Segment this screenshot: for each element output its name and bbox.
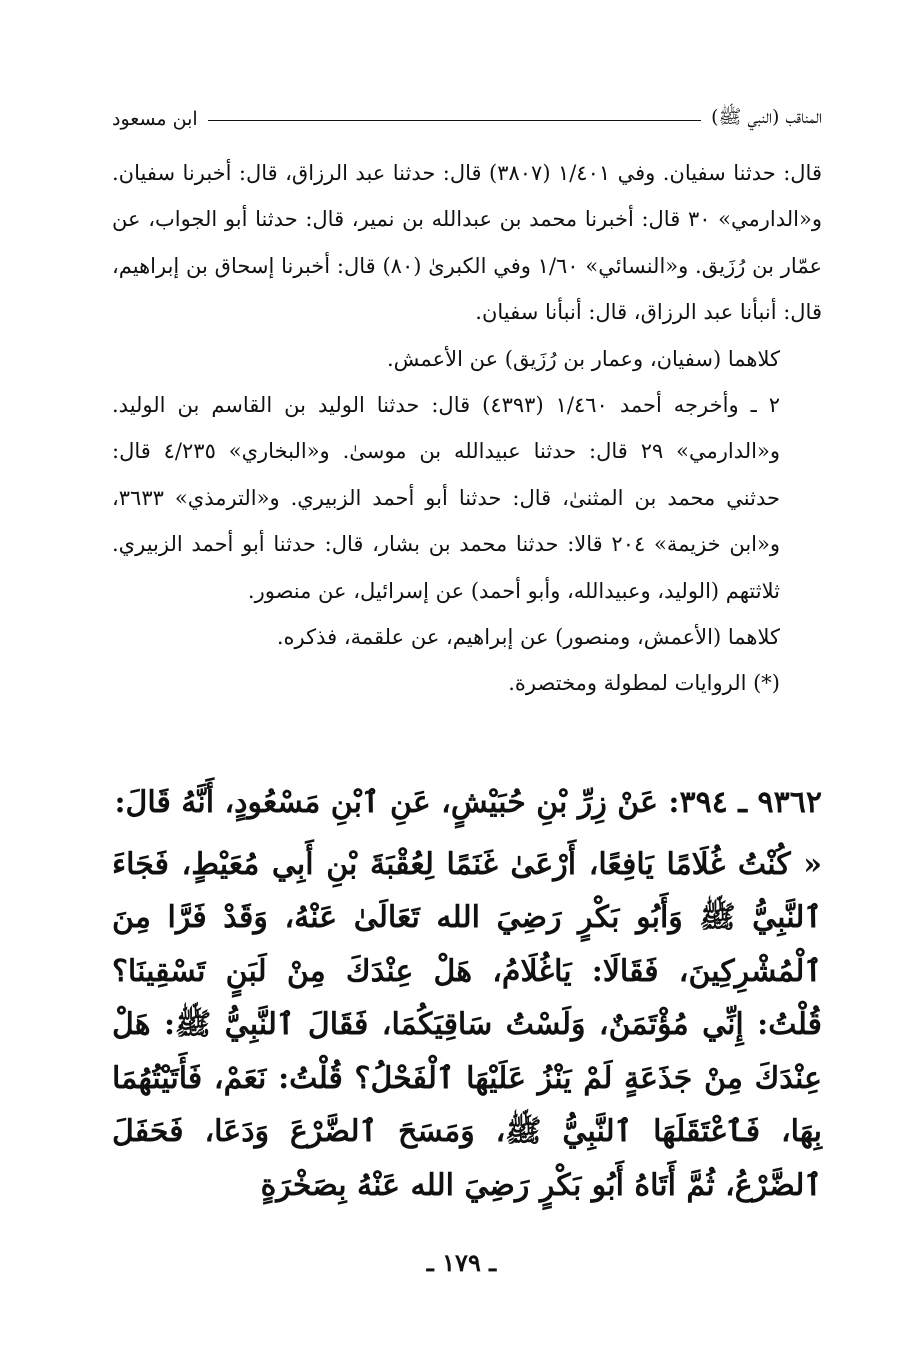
hadith-body: « كُنْتُ غُلَامًا يَافِعًا، أَرْعَىٰ غَنَمًا لِعُقْبَةَ بْنِ أَبِي مُعَيْطٍ، فَجَاءَ ٱلنَّبِيُّ ﷺ وَأَبُو بَكْرٍ رَضِيَ الله تَعَالَىٰ عَنْهُ، وَقَدْ فَرَّا مِنَ ٱلْمُشْرِكِينَ، فَقَالَا: يَاغُلَامُ، هَلْ عِنْدَكَ مِنْ لَبَنٍ تَسْقِينَا؟ قُلْتُ: إِنِّي مُؤْتَمَنٌ، وَلَسْتُ سَاقِيَكُمَا، فَقَالَ ٱلنَّبِيُّ ﷺ: هَلْ عِنْدَكَ مِنْ جَذَعَةٍ لَمْ يَنْزُ عَلَيْهَا ٱلْفَحْلُ؟ قُلْتُ: نَعَمْ، فَأَتَيْتُهُمَا بِهَا، فَٱعْتَقَلَهَا ٱلنَّبِيُّ ﷺ، وَمَسَحَ ٱلضَّرْعَ وَدَعَا، فَحَفَلَ ٱلضَّرْعُ، ثُمَّ أَتَاهُ أَبُو بَكْرٍ رَضِيَ الله عَنْهُ بِصَخْرَةٍ [112, 846, 822, 1203]
footnotes-block [112, 150, 822, 707]
footnote-paragraph: قال: حدثنا سفيان. وفي ١/٤٠١ (٣٨٠٧) قال: حدثنا عبد الرزاق، قال: أخبرنا سفيان. و«الدارمي» ٣٠ قال: أخبرنا محمد بن عبدالله بن نمير، قال: حدثنا أبو الجواب، عن عمّار بن رُزَيق. و«النسائي» ١/٦٠ وفي الكبرىٰ (٨٠) قال: أخبرنا إسحاق بن إبراهيم، قال: أنبأنا عبد الرزاق، قال: أنبأنا سفيان. [112, 161, 822, 325]
hadith-heading: ٩٣٦٢ ـ ٣٩٤: عَنْ زِرِّ بْنِ حُبَيْشٍ، عَنِ ٱبْنِ مَسْعُودٍ، أَنَّهُ قَالَ: [114, 785, 822, 820]
footnote-asterisk-note: (*) الروايات لمطولة ومختصرة. [508, 671, 780, 696]
hadith-text [112, 776, 822, 1212]
footnote-paragraph: كلاهما (الأعمش، ومنصور) عن إبراهيم، عن علقمة، فذكره. [276, 625, 780, 650]
running-header [112, 102, 822, 136]
footnote-paragraph: ٢ ـ وأخرجه أحمد ١/٤٦٠ (٤٣٩٣) قال: حدثنا الوليد بن القاسم بن الوليد. و«الدارمي» ٢٩ قال: حدثنا عبيدالله بن موسىٰ. و«البخاري» ٤/٢٣٥ قال: حدثني محمد بن المثنىٰ، قال: حدثنا أبو أحمد الزبيري. و«الترمذي» ٣٦٣٣، و«ابن خزيمة» ٢٠٤ قالا: حدثنا محمد بن بشار، قال: حدثنا أبو أحمد الزبيري. ثلاثتهم (الوليد، وعبيدالله، وأبو أحمد) عن إسرائيل، عن منصور. [112, 393, 780, 603]
header-chapter-title: المناقب (النبي ﷺ) [711, 106, 822, 128]
page-number: ـ ١٧٩ ـ [426, 1248, 497, 1277]
header-rule [208, 120, 701, 121]
header-section-title: ابن مسعود [112, 108, 198, 130]
footnote-paragraph: كلاهما (سفيان، وعمار بن رُزَيق) عن الأعمش. [386, 346, 780, 371]
